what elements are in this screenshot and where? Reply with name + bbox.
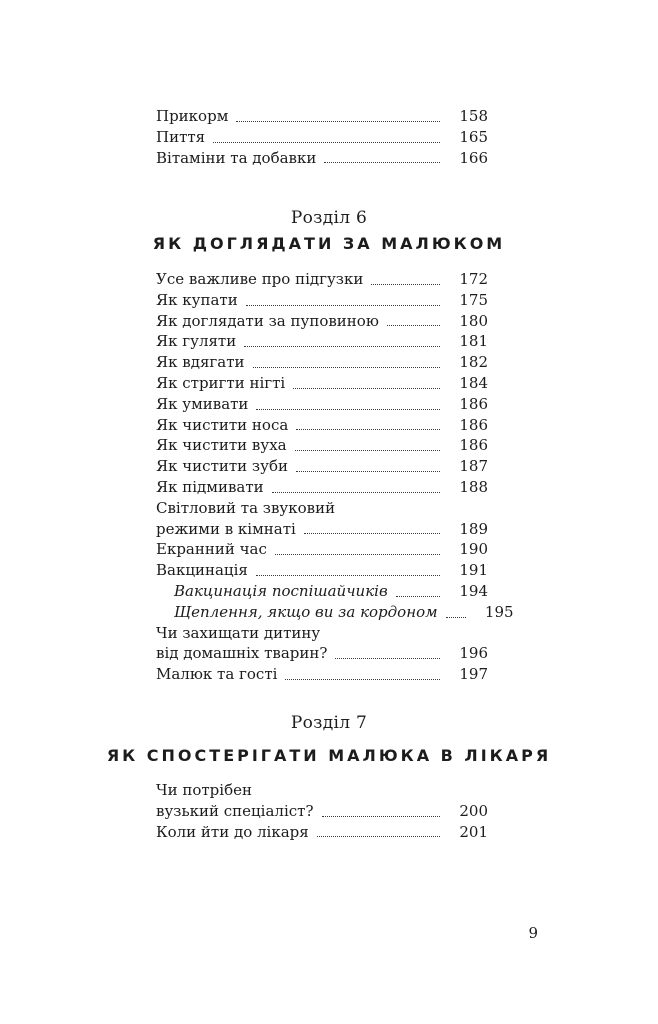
toc-entry bbox=[156, 822, 488, 843]
toc-entry bbox=[156, 415, 488, 436]
dot-leader bbox=[371, 284, 440, 285]
dot-leader bbox=[213, 142, 440, 143]
toc-entry-title: вузький спеціаліст? bbox=[156, 801, 314, 820]
toc-entry-page: 186 bbox=[459, 436, 488, 455]
dot-leader bbox=[293, 388, 440, 389]
dot-leader bbox=[244, 346, 440, 347]
dot-leader bbox=[446, 617, 466, 618]
toc-entry-title: Екранний час bbox=[156, 540, 267, 559]
toc-chapter-6 bbox=[156, 269, 514, 685]
dot-leader bbox=[304, 533, 440, 534]
toc-subentry-title: Вакцинація поспішайчиків bbox=[174, 581, 388, 600]
toc-entry-title: Вакцинація bbox=[156, 561, 248, 580]
toc-entry-page: 180 bbox=[459, 311, 488, 330]
toc-entry-page: 166 bbox=[459, 148, 488, 167]
dot-leader bbox=[253, 367, 441, 368]
toc-entry-title: Як доглядати за пуповиною bbox=[156, 311, 379, 330]
toc-entry-title: Як стригти нігті bbox=[156, 373, 286, 392]
toc-subentry-title: Щеплення, якщо ви за кордоном bbox=[174, 602, 438, 621]
toc-entry-page: 172 bbox=[459, 270, 488, 288]
toc-entry-page: 182 bbox=[459, 353, 488, 372]
dot-leader bbox=[317, 836, 440, 837]
toc-entry bbox=[156, 373, 488, 394]
toc-entry-page: 200 bbox=[459, 801, 488, 820]
toc-entry-page: 187 bbox=[459, 457, 488, 476]
toc-entry-page: 194 bbox=[459, 581, 488, 600]
toc-entry-page: 188 bbox=[459, 477, 488, 496]
chapter-6-label: Розділ 6 bbox=[290, 208, 368, 228]
toc-entry-title: режими в кімнаті bbox=[156, 519, 296, 538]
toc-entry-title: Малюк та гості bbox=[156, 665, 278, 684]
dot-leader bbox=[256, 409, 440, 410]
dot-leader bbox=[272, 492, 440, 493]
toc-entry bbox=[156, 148, 488, 169]
toc-entry bbox=[156, 127, 488, 148]
dot-leader bbox=[285, 679, 440, 680]
toc-entry bbox=[156, 290, 488, 311]
toc-entry bbox=[156, 394, 488, 415]
toc-entry bbox=[156, 331, 488, 352]
dot-leader bbox=[335, 658, 440, 659]
toc-entry bbox=[156, 643, 488, 664]
toc-entry-title: Як купати bbox=[156, 290, 238, 309]
toc-entry bbox=[156, 477, 488, 498]
dot-leader bbox=[275, 554, 440, 555]
toc-entry-title-line1: Чи захищати дитину bbox=[156, 623, 321, 642]
chapter-6-title: ЯК ДОГЛЯДАТИ ЗА МАЛЮКОМ bbox=[152, 234, 506, 253]
toc-entry-page: 195 bbox=[484, 602, 514, 621]
dot-leader bbox=[324, 162, 440, 163]
dot-leader bbox=[296, 429, 440, 430]
toc-entry bbox=[156, 352, 488, 373]
toc-entry-title: Усе важливе про підгузки bbox=[156, 270, 364, 288]
toc-entry-title: Як чистити вуха bbox=[156, 436, 287, 455]
toc-entry-page: 175 bbox=[459, 290, 488, 309]
toc-entry-title: Як чистити носа bbox=[156, 415, 289, 434]
toc-entry-title: Коли йти до лікаря bbox=[156, 822, 309, 841]
toc-entry-page: 189 bbox=[459, 519, 488, 538]
toc-entry-page: 201 bbox=[459, 822, 488, 841]
toc-entry-page: 158 bbox=[459, 107, 488, 125]
toc-subentry bbox=[156, 602, 514, 623]
toc-entry bbox=[156, 435, 488, 456]
toc-entry bbox=[156, 311, 488, 332]
dot-leader bbox=[322, 816, 441, 817]
toc-entry-page: 184 bbox=[459, 373, 488, 392]
toc-entry-page: 181 bbox=[459, 332, 488, 351]
dot-leader bbox=[387, 325, 440, 326]
chapter-7-label: Розділ 7 bbox=[290, 713, 368, 733]
toc-entry-page: 196 bbox=[459, 644, 488, 663]
toc-entry-title: Як умивати bbox=[156, 394, 249, 413]
page-number: 9 bbox=[528, 924, 538, 942]
dot-leader bbox=[256, 575, 440, 576]
toc-entry bbox=[156, 519, 488, 540]
toc-entry-title: Як чистити зуби bbox=[156, 457, 288, 476]
toc-entry bbox=[156, 106, 488, 127]
chapter-7-title: ЯК СПОСТЕРІГАТИ МАЛЮКА В ЛІКАРЯ bbox=[106, 746, 552, 765]
toc-entry-title: Як гуляти bbox=[156, 332, 237, 351]
toc-entry-page: 190 bbox=[459, 540, 488, 559]
toc-section5-tail bbox=[156, 106, 488, 168]
toc-entry bbox=[156, 560, 488, 581]
toc-subentry bbox=[156, 581, 488, 602]
toc-entry-page: 186 bbox=[459, 394, 488, 413]
toc-entry-title-line1: Світловий та звуковий bbox=[156, 498, 336, 517]
toc-chapter-7 bbox=[156, 780, 488, 842]
toc-entry-title: Пиття bbox=[156, 127, 206, 146]
toc-entry-title: Вітаміни та добавки bbox=[156, 148, 317, 167]
toc-entry-page: 197 bbox=[459, 665, 488, 684]
dot-leader bbox=[295, 450, 440, 451]
toc-entry bbox=[156, 269, 488, 290]
toc-entry-title: Як вдягати bbox=[156, 353, 245, 372]
toc-entry bbox=[156, 539, 488, 560]
toc-entry-page: 165 bbox=[459, 127, 488, 146]
toc-entry bbox=[156, 456, 488, 477]
dot-leader bbox=[236, 121, 440, 122]
toc-entry bbox=[156, 801, 488, 822]
toc-entry-title: Прикорм bbox=[156, 107, 229, 125]
toc-entry-title-line1: Чи потрібен bbox=[156, 781, 252, 799]
toc-entry-title: від домашніх тварин? bbox=[156, 644, 328, 663]
dot-leader bbox=[396, 596, 440, 597]
dot-leader bbox=[246, 305, 440, 306]
toc-entry-page: 191 bbox=[459, 561, 488, 580]
dot-leader bbox=[296, 471, 440, 472]
toc-entry-title: Як підмивати bbox=[156, 477, 264, 496]
toc-entry-page: 186 bbox=[459, 415, 488, 434]
toc-entry bbox=[156, 664, 488, 685]
